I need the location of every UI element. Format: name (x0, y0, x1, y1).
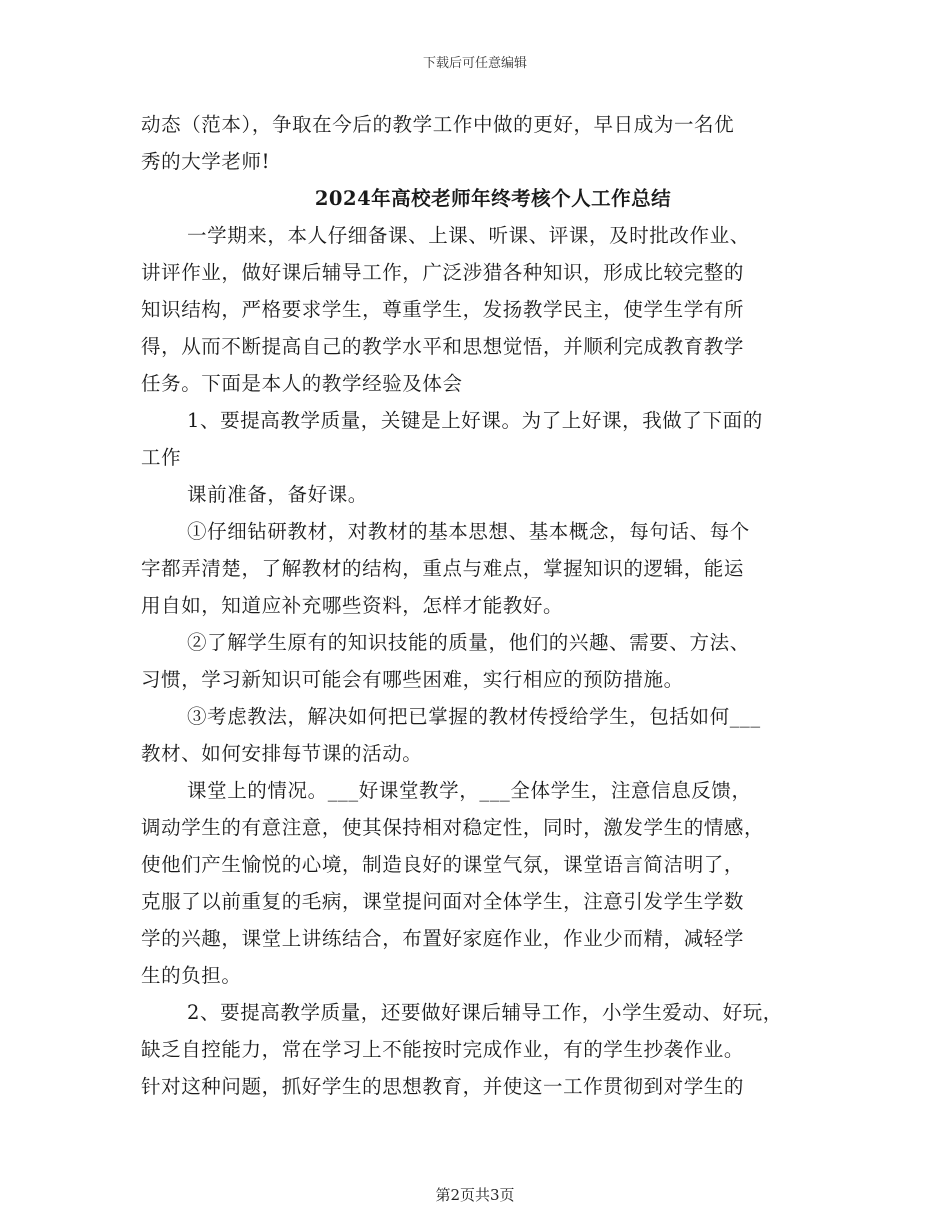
text-line: 知识结构，严格要求学生，尊重学生，发扬教学民主，使学生学有所 (141, 298, 745, 321)
text-line: 字都弄清楚，了解教材的结构，重点与难点，掌握知识的逻辑，能运 (141, 557, 745, 580)
text-line: 生的负担。 (141, 964, 242, 987)
document-body (141, 106, 821, 1105)
text-line: 2、要提高教学质量，还要做好课后辅导工作，小学生爱动、好玩， (187, 1001, 783, 1024)
text-line: 一学期来，本人仔细备课、上课、听课、评课，及时批改作业、 (187, 224, 750, 247)
text-line: 调动学生的有意注意，使其保持相对稳定性，同时，激发学生的情感， (141, 816, 765, 839)
text-line: 教材、如何安排每节课的活动。 (141, 742, 423, 765)
text-line: 工作 (141, 446, 182, 469)
text-line: 秀的大学老师! (141, 150, 271, 173)
text-line: ③考虑教法，解决如何把已掌握的教材传授给学生，包括如何___ (187, 705, 761, 728)
text-line: 动态（范本），争取在今后的教学工作中做的更好，早日成为一名优 (141, 113, 735, 136)
text-line: 学的兴趣，课堂上讲练结合，布置好家庭作业，作业少而精，减轻学 (141, 927, 745, 950)
text-line: 课堂上的情况。___好课堂教学，___全体学生，注意信息反馈， (187, 779, 752, 802)
text-line: 习惯，学习新知识可能会有哪些困难，实行相应的预防措施。 (141, 668, 684, 691)
text-line: 使他们产生愉悦的心境，制造良好的课堂气氛，课堂语言简洁明了， (141, 853, 745, 876)
text-line: 任务。下面是本人的教学经验及体会 (141, 372, 463, 395)
text-line: 用自如，知道应补充哪些资料，怎样才能教好。 (141, 594, 564, 617)
text-line: 克服了以前重复的毛病，课堂提问面对全体学生，注意引发学生学数 (141, 890, 745, 913)
text-line: 针对这种问题，抓好学生的思想教育，并使这一工作贯彻到对学生的 (141, 1075, 745, 1098)
document-title: 2024年高校老师年终考核个人工作总结 (314, 187, 672, 210)
text-line: 讲评作业，做好课后辅导工作，广泛涉猎各种知识，形成比较完整的 (141, 261, 745, 284)
page-footer: 第2页共3页 (435, 1186, 515, 1204)
page-header: 下载后可任意编辑 (422, 56, 527, 71)
text-line: 课前准备，备好课。 (187, 483, 368, 506)
text-line: 得，从而不断提高自己的教学水平和思想觉悟，并顺利完成教育教学 (141, 335, 745, 358)
text-line: 1、要提高教学质量，关键是上好课。为了上好课，我做了下面的 (187, 409, 763, 432)
text-line: ①仔细钻研教材，对教材的基本思想、基本概念，每句话、每个 (187, 520, 750, 543)
text-line: 缺乏自控能力，常在学习上不能按时完成作业，有的学生抄袭作业。 (141, 1038, 745, 1061)
text-line: ②了解学生原有的知识技能的质量，他们的兴趣、需要、方法、 (187, 631, 750, 654)
